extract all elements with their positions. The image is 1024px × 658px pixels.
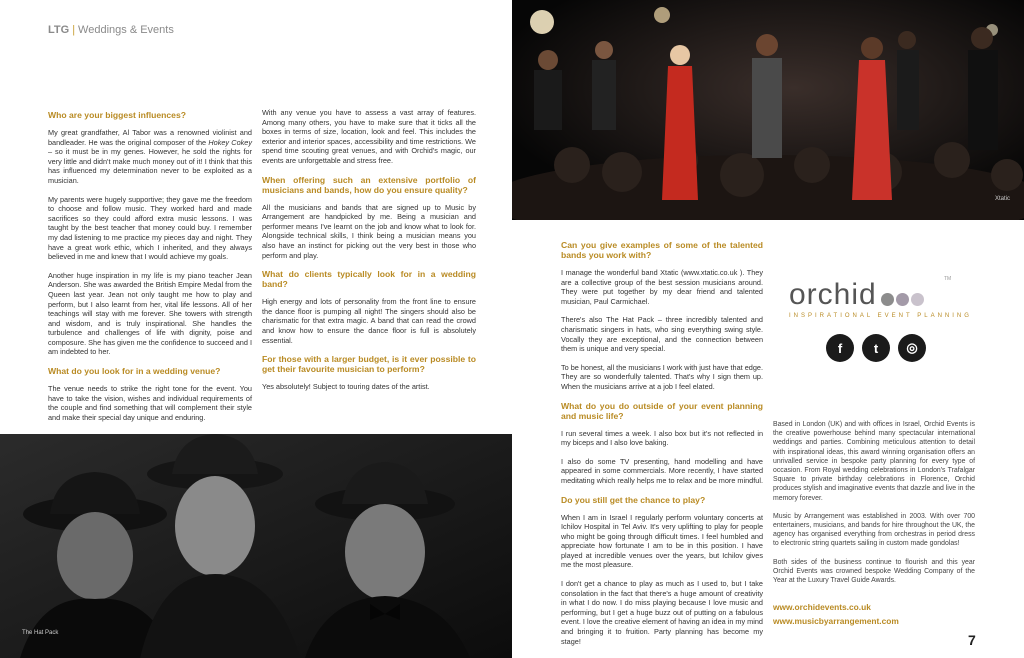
paragraph: Yes absolutely! Subject to touring dates of the artist. [262, 382, 430, 392]
paragraph: Another huge inspiration in my life is my piano teacher Jean Anderson. She was awarded the British Empire Medal from the Queen last year. Jean not only taught me how to play and perform, but I also learnt from her, vital life lessons. All of her teachings will stay with me forever. She towers with strength and wisdom, and is truly inspirational. She handles the turbulence and challenges of life with dignity, poise and composure. She has given me the confidence to succeed and I am indebted to her. [48, 270, 252, 357]
paragraph: There's also The Hat Pack – three incredibly talented and charismatic singers in hats, who sing everything swing style. Vocally they are exceptional, and the connection between them is unique and very special. [561, 315, 763, 354]
paragraph: My great grandfather, Al Tabor was a renowned violinist and bandleader. He was the original composer of the Hokey Cokey – so it must be in my genes. However, he sold the rights for very little and didn't make much money out of it! I think that this has influenced my determination never to be exploited as a musician. [48, 128, 252, 185]
question-heading: Can you give examples of some of the talented bands you work with? [561, 240, 763, 260]
instagram-icon[interactable]: ◎ [898, 334, 926, 362]
article-column-2 [262, 108, 476, 401]
question-heading: Do you still get the chance to play? [561, 494, 706, 505]
logo-dot [896, 293, 909, 306]
paragraph: To be honest, all the musicians I work with just have that edge. They are so wonderfully talented. That's why I sign them up. When the musicians arrive at a job I feel elated. [561, 362, 763, 391]
facebook-icon[interactable]: f [826, 334, 854, 362]
paragraph: When I am in Israel I regularly perform voluntary concerts at Ichilov Hospital in Tel Aviv. It's very uplifting to play for people who might be going through difficult times. I feel humbled and appreciate how fortunate I am to be in this position. I have played at incredible venues over the years, but Ichilov gives me the most pleasure. [561, 512, 763, 570]
article-column-1 [48, 108, 252, 431]
paragraph: I also do some TV presenting, hand modelling and have appeared in some commercials. More recently, I have started meditating which really helps me to relax and be more mindful. [561, 456, 763, 485]
question-heading: When offering such an extensive portfolio of musicians and bands, how do you ensure quality? [262, 174, 476, 195]
paragraph: The venue needs to strike the right tone for the event. You have to take the vision, wishes and individual requirements of the couple and find something that will complement their style and make their special day unique and enduring. [48, 384, 252, 422]
magazine-brand: LTG [48, 24, 70, 36]
logo-dot [911, 293, 924, 306]
paragraph: I don't get a chance to play as much as I used to, but I take consolation in the fact that there's a huge amount of creativity in what I do now. I do miss playing because I love music and performing, but I get a huge buzz out of putting on a fabulous event. I love the creative element of having an idea in my mind and bringing it to fruition. Party planning has become my stage! [561, 579, 763, 646]
paragraph: Both sides of the business continue to flourish and this year Orchid Events was crowned bespoke Wedding Company of the Year at the Luxury Travel Guide Awards. [773, 558, 975, 585]
paragraph: With any venue you have to assess a vast array of features. Among many others, you have to make sure that it ticks all the boxes in terms of size, location, look and feel. This includes the exterior and interior spaces, accessibility and time restrictions. We spend time scouting great venues, and with Orchid's magic, our events are unforgettable and stress free. [262, 108, 476, 165]
paragraph: I run several times a week. I also box but it's not reflected in my biceps and I also love baking. [561, 428, 763, 448]
social-links [826, 334, 926, 362]
photo-caption: Xtatic [994, 196, 1010, 202]
question-heading: What do you look for in a wedding venue? [48, 366, 221, 377]
paragraph: All the musicians and bands that are signed up to Music by Arrangement are handpicked by me. Being a musician and performer means I've learnt on the job and know what to look for. Alongside technical skills, I think being a musician means you also have an instinct for picking out the very best in those who perform and play. [262, 202, 476, 260]
article-column-3 [561, 238, 763, 655]
company-about [773, 420, 975, 594]
section-name: Weddings & Events [78, 24, 174, 36]
logo-dots [881, 293, 924, 306]
question-heading: What do you do outside of your event planning and music life? [561, 400, 763, 421]
website-links [773, 600, 899, 628]
paragraph: Based in London (UK) and with offices in Israel, Orchid Events is the creative powerhouse behind many spectacular international weddings and parties. Combining meticulous attention to detail with inspirational ideas, this award winning organisation offers an unrivalled service in bespoke party planning for every type of occasion. From Royal wedding celebrations in London's Trafalgar Square to private birthday celebrations in Florence, Orchid produces stylish and imaginative events that dazzle and live in the memory forever. [773, 421, 975, 502]
hat-pack-illustration [0, 434, 512, 658]
concert-illustration [512, 0, 1024, 220]
question-heading: For those with a larger budget, is it ever possible to get their favourite musician to perform? [262, 354, 476, 375]
paragraph: My parents were hugely supportive; they gave me the freedom to choose and follow music. They worked hard and made sacrifices so they could afford extra music lessons. I was taught by the best teacher that money could buy. I remember my dad listening to me practice my pieces day and night. They have a great work ethic, which I inherited, and they always believed in me and knew that I would achieve my goals. [48, 194, 252, 262]
music-by-arrangement-link[interactable]: www.musicbyarrangement.com [773, 616, 899, 626]
xtatic-band-photo [512, 0, 1024, 220]
logo-dot [881, 293, 894, 306]
logo-tagline: INSPIRATIONAL EVENT PLANNING [789, 313, 972, 319]
orchid-logo [789, 278, 972, 319]
paragraph: High energy and lots of personality from the front line to ensure the dance floor is pumping all night! The singers should also be charismatic for that extra magic. A band that can read the crowd and know how to ensure the dance floor is full is absolutely essential. [262, 297, 476, 345]
logo-trademark: TM [944, 276, 952, 282]
logo-wordmark: orchid [789, 278, 877, 311]
running-header: LTG | Weddings & Events [48, 24, 174, 36]
orchid-events-link[interactable]: www.orchidevents.co.uk [773, 602, 871, 612]
hat-pack-photo [0, 434, 512, 658]
page-number: 7 [968, 632, 976, 648]
paragraph: I manage the wonderful band Xtatic (www.xtatic.co.uk ). They are a collective group of the best session musicians around. They were put together by my dear friend and talented musician, Paul Carmichael. [561, 268, 763, 306]
question-heading: Who are your biggest influences? [48, 110, 186, 120]
photo-caption: The Hat Pack [22, 630, 59, 636]
twitter-icon[interactable]: t [862, 334, 890, 362]
question-heading: What do clients typically look for in a wedding band? [262, 269, 476, 290]
paragraph: Music by Arrangement was established in 2003. With over 700 entertainers, musicians, and bands for hire throughout the UK, the agency has organised everything from orchestras in period dress to electronic string quartets sailing in custom made gondolas! [773, 512, 975, 548]
